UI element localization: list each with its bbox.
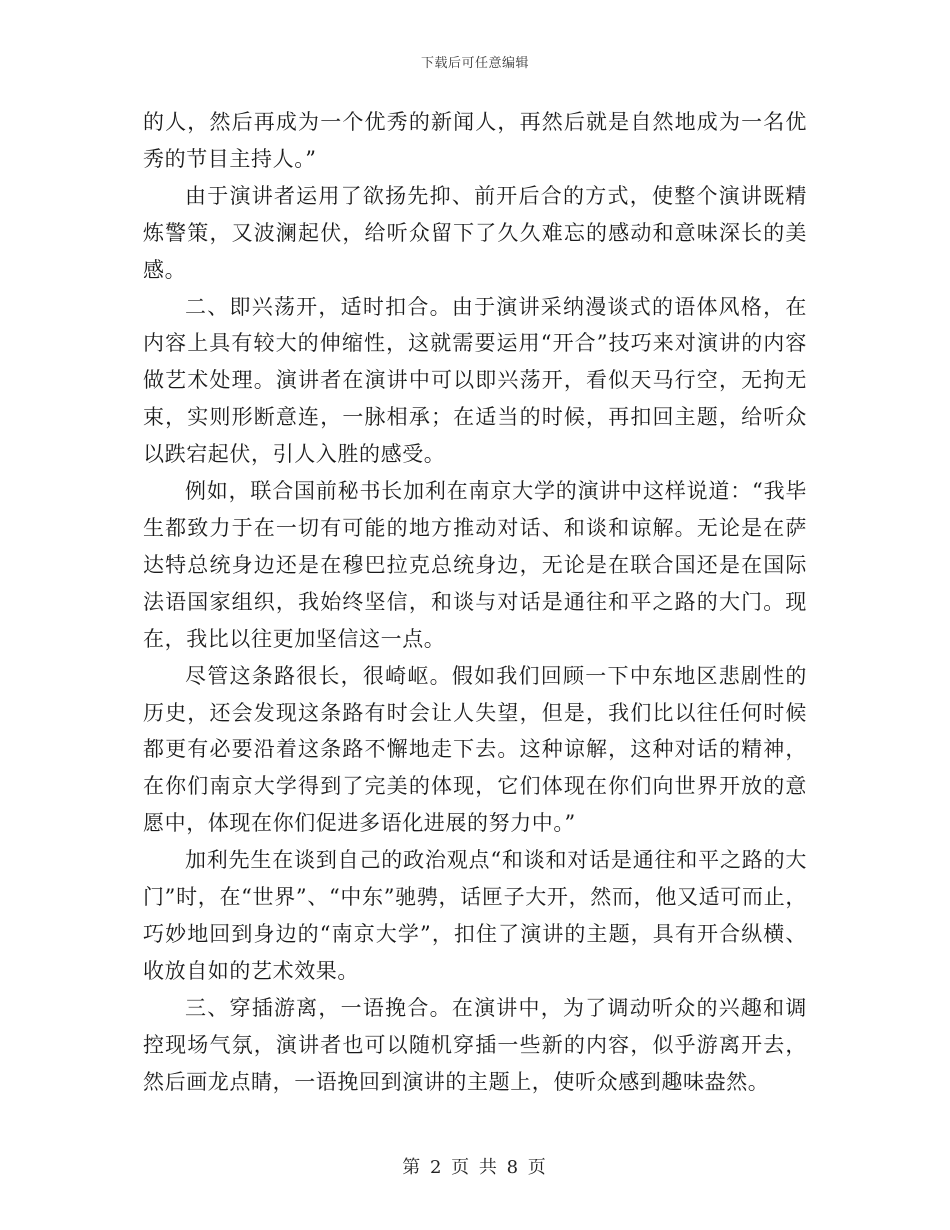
page-number: 第 2 页 共 8 页	[402, 1157, 548, 1178]
paragraph: 由于演讲者运用了欲扬先抑、前开后合的方式，使整个演讲既精炼警策，又波澜起伏，给听众留下了久久难忘的感动和意味深长的美感。	[143, 183, 807, 282]
paragraph-continuation: 的人，然后再成为一个优秀的新闻人，再然后就是自然地成为一名优秀的节目主持人。”	[143, 110, 807, 171]
document-body	[143, 104, 807, 1100]
page-header: 下载后可任意编辑	[420, 56, 529, 71]
paragraph-quote-continued: 尽管这条路很长，很崎岖。假如我们回顾一下中东地区悲剧性的历史，还会发现这条路有时会让人失望，但是，我们比以往任何时候都更有必要沿着这条路不懈地走下去。这种谅解，这种对话的精神，在你们南京大学得到了完美的体现，它们体现在你们向世界开放的意愿中，体现在你们促进多语化进展的努力中。”	[143, 663, 807, 836]
paragraph-section-two: 二、即兴荡开，适时扣合。由于演讲采纳漫谈式的语体风格，在内容上具有较大的伸缩性，这就需要运用“开合”技巧来对演讲的内容做艺术处理。演讲者在演讲中可以即兴荡开，看似天马行空，无拘无束，实则形断意连，一脉相承；在适当的时候，再扣回主题，给听众以跌宕起伏，引人入胜的感受。	[143, 294, 807, 467]
paragraph-example-quote: 例如，联合国前秘书长加利在南京大学的演讲中这样说道：“我毕生都致力于在一切有可能的地方推动对话、和谈和谅解。无论是在萨达特总统身边还是在穆巴拉克总统身边，无论是在联合国还是在国际法语国家组织，我始终坚信，和谈与对话是通往和平之路的大门。现在，我比以往更加坚信这一点。	[143, 479, 807, 651]
paragraph-section-three: 三、穿插游离，一语挽合。在演讲中，为了调动听众的兴趣和调控现场气氛，演讲者也可以随机穿插一些新的内容，似乎游离开去，然后画龙点睛，一语挽回到演讲的主题上，使听众感到趣味盎然。	[143, 995, 807, 1094]
paragraph-analysis: 加利先生在谈到自己的政治观点“和谈和对话是通往和平之路的大门”时，在“世界”、“中东”驰骋，话匣子大开，然而，他又适可而止，巧妙地回到身边的“南京大学”，扣住了演讲的主题，具有开合纵横、收放自如的艺术效果。	[143, 848, 807, 983]
